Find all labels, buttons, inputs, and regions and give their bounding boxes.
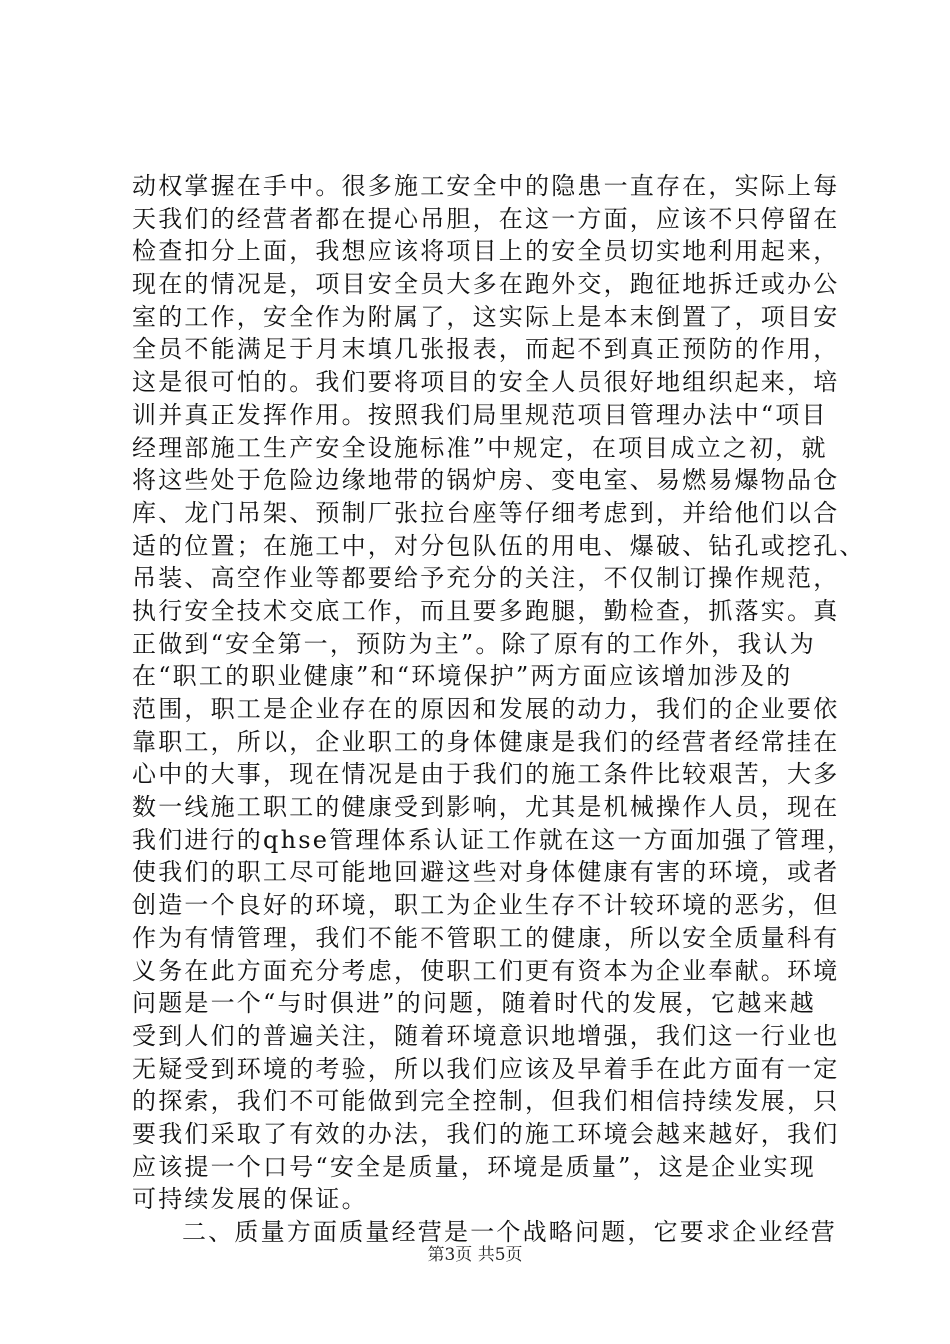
text-line: 全员不能满足于月末填几张报表，而起不到真正预防的作用， <box>132 335 840 364</box>
text-line: 靠职工，所以，企业职工的身体健康是我们的经营者经常挂在 <box>132 727 840 756</box>
text-line: 范围，职工是企业存在的原因和发展的动力，我们的企业要依 <box>132 695 840 723</box>
text-line: 执行安全技术交底工作，而且要多跑腿，勤检查，抓落实。真 <box>132 596 840 625</box>
text-line: 将这些处于危险边缘地带的锅炉房、变电室、易燃易爆物品仓 <box>132 466 840 495</box>
text-line: 动权掌握在手中。很多施工安全中的隐患一直存在，实际上每 <box>132 172 840 200</box>
body-text <box>132 170 872 1249</box>
text-line: 吊装、高空作业等都要给予充分的关注，不仅制订操作规范， <box>132 564 840 593</box>
text-line: 在“职工的职业健康”和“环境保护”两方面应该增加涉及的 <box>132 662 793 691</box>
text-line: 数一线施工职工的健康受到影响，尤其是机械操作人员，现在 <box>132 793 840 822</box>
text-line: 要我们采取了有效的办法，我们的施工环境会越来越好，我们 <box>132 1119 840 1148</box>
text-line: 创造一个良好的环境，职工为企业生存不计较环境的恶劣，但 <box>132 891 840 920</box>
text-line: 经理部施工生产安全设施标准”中规定，在项目成立之初，就 <box>132 433 828 462</box>
text-line: 检查扣分上面，我想应该将项目上的安全员切实地利用起来， <box>132 237 840 266</box>
text-line: 使我们的职工尽可能地回避这些对身体健康有害的环境，或者 <box>132 858 840 887</box>
text-line: 正做到“安全第一，预防为主”。除了原有的工作外，我认为 <box>132 629 816 658</box>
text-line: 室的工作，安全作为附属了，这实际上是本末倒置了，项目安 <box>132 302 840 331</box>
text-line: 库、龙门吊架、预制厂张拉台座等仔细考虑到，并给他们以合 <box>132 498 840 527</box>
text-line: 义务在此方面充分考虑，使职工们更有资本为企业奉献。环境 <box>132 956 840 985</box>
text-line: 心中的大事，现在情况是由于我们的施工条件比较艰苦，大多 <box>132 760 840 789</box>
text-line: 无疑受到环境的考验，所以我们应该及早着手在此方面有一定 <box>132 1054 840 1083</box>
text-line: 应该提一个口号“安全是质量，环境是质量”，这是企业实现 <box>132 1152 816 1181</box>
text-line: 这是很可怕的。我们要将项目的安全人员很好地组织起来，培 <box>132 368 840 397</box>
page-number: 第3页 共5页 <box>427 1245 523 1265</box>
text-line: 训并真正发挥作用。按照我们局里规范项目管理办法中“项目 <box>132 400 828 429</box>
section-heading-line: 二、质量方面质量经营是一个战略问题，它要求企业经营 <box>182 1218 837 1246</box>
text-line: 受到人们的普遍关注，随着环境意识地增强，我们这一行业也 <box>132 1021 840 1050</box>
text-line: 天我们的经营者都在提心吊胆，在这一方面，应该不只停留在 <box>132 204 840 233</box>
text-line: 可持续发展的保证。 <box>132 1185 368 1214</box>
text-line: 适的位置；在施工中，对分包队伍的用电、爆破、钻孔或挖孔、 <box>132 531 866 560</box>
text-line: 问题是一个“与时俱进”的问题，随着时代的发展，它越来越 <box>132 989 816 1018</box>
text-line: 作为有情管理，我们不能不管职工的健康，所以安全质量科有 <box>132 923 840 952</box>
text-line: 的探索，我们不可能做到完全控制，但我们相信持续发展，只 <box>132 1087 840 1116</box>
text-line: 我们进行的qhse管理体系认证工作就在这一方面加强了管理， <box>132 825 854 854</box>
text-line: 现在的情况是，项目安全员大多在跑外交，跑征地拆迁或办公 <box>132 270 840 299</box>
